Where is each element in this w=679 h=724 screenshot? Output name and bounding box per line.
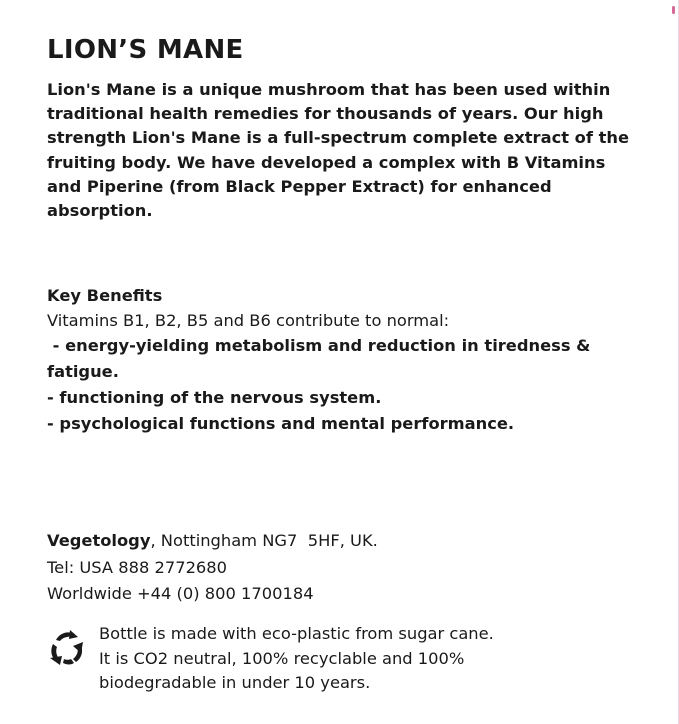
eco-statement bbox=[47, 622, 647, 702]
benefit-item: - functioning of the nervous system. bbox=[47, 388, 382, 407]
eco-text bbox=[99, 622, 494, 696]
description-line: and Piperine (from Black Pepper Extract) for enhanced bbox=[47, 176, 552, 196]
key-benefits-section bbox=[47, 284, 647, 437]
description-line: absorption. bbox=[47, 201, 153, 221]
description-line: Lion's Mane is a unique mushroom that has been used within bbox=[47, 80, 611, 99]
description-line: strength Lion's Mane is a full-spectrum complete extract of the bbox=[47, 128, 630, 148]
benefit-item: - energy-yielding metabolism and reduction in tiredness & bbox=[47, 336, 591, 355]
description-line: traditional health remedies for thousands of years. Our high bbox=[47, 104, 604, 124]
key-benefits-heading: Key Benefits bbox=[47, 286, 163, 305]
eco-line: Bottle is made with eco-plastic from sugar cane. bbox=[99, 624, 494, 643]
key-benefits-intro: Vitamins B1, B2, B5 and B6 contribute to normal: bbox=[47, 311, 450, 330]
product-description bbox=[47, 78, 647, 223]
benefit-item: - psychological functions and mental performance. bbox=[47, 414, 515, 433]
address-text: , Nottingham NG7 5HF, UK. bbox=[150, 531, 378, 550]
usa-phone: Tel: USA 888 2772680 bbox=[47, 557, 228, 577]
eco-line: biodegradable in under 10 years. bbox=[99, 673, 371, 692]
company-address bbox=[47, 528, 647, 555]
worldwide-phone: Worldwide +44 (0) 800 1700184 bbox=[47, 584, 314, 603]
eco-line: It is CO2 neutral, 100% recyclable and 100% bbox=[99, 648, 465, 668]
description-line: fruiting body. We have developed a complex with B Vitamins bbox=[47, 152, 606, 172]
brand-name: Vegetology bbox=[47, 531, 151, 550]
recycle-icon bbox=[47, 628, 87, 668]
benefit-item: fatigue. bbox=[47, 362, 119, 381]
contact-info bbox=[47, 528, 647, 608]
product-title: LION’S MANE bbox=[47, 35, 244, 65]
corner-accent-mark bbox=[672, 6, 675, 14]
